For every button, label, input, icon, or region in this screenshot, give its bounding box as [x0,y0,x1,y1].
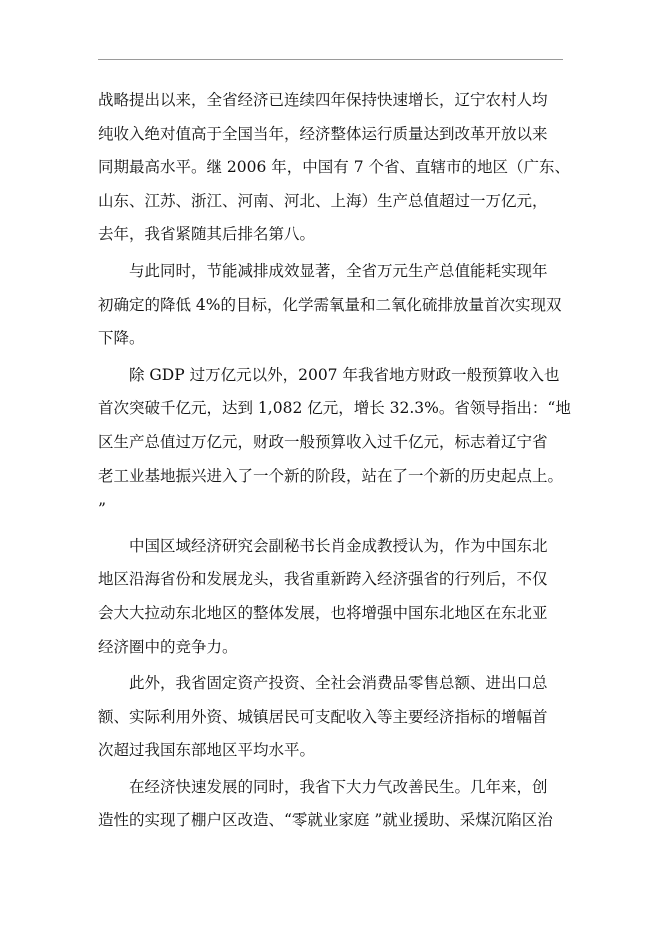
paragraph-1 [98,84,571,252]
text-line: 除 GDP 过万亿元以外，2007 年我省地方财政一般预算收入也 [129,365,560,384]
text-line: 区生产总值过万亿元，财政一般预算收入过千亿元，标志着辽宁省 [98,432,548,451]
text-line: 会大大拉动东北地区的整体发展，也将增强中国东北地区在东北亚 [98,603,548,622]
text-line: 同期最高水平。继 2006 年，中国有 7 个省、直辖市的地区（广东、 [98,158,571,177]
paragraph-4 [98,530,566,664]
text-line: 山东、江苏、浙江、河南、河北、上海）生产总值超过一万亿元， [98,191,548,210]
text-line: 与此同时，节能减排成效显著，全省万元生产总值能耗实现年 [129,261,548,280]
text-line: 初确定的降低 4%的目标，化学需氧量和二氧化硫排放量首次实现双 [98,295,562,314]
paragraph-6 [98,771,566,838]
text-line: 老工业基地振兴进入了一个新的阶段，站在了一个新的历史起点上。 [98,466,564,485]
text-line: 造性的实现了棚户区改造、“零就业家庭 ”就业援助、采煤沉陷区治 [98,811,553,830]
text-line: 去年，我省紧随其后排名第八。 [98,225,316,244]
text-line: 纯收入绝对值高于全国当年，经济整体运行质量达到改革开放以来 [98,124,548,143]
paragraph-3 [98,359,571,527]
text-line: 额、实际利用外资、城镇居民可支配收入等主要经济指标的增幅首 [98,707,548,726]
text-line: 此外，我省固定资产投资、全社会消费品零售总额、进出口总 [129,674,548,693]
text-line: 战略提出以来，全省经济已连续四年保持快速增长，辽宁农村人均 [98,91,548,109]
text-line: 在经济快速发展的同时，我省下大力气改善民生。几年来，创 [129,777,548,796]
text-line: 次超过我国东部地区平均水平。 [98,741,316,760]
paragraph-2 [98,255,566,356]
text-line: 下降。 [98,329,145,348]
text-line: 地区沿海省份和发展龙头，我省重新跨入经济强省的行列后，不仅 [98,570,548,589]
paragraph-5 [98,667,566,768]
text-line: 经济圈中的竞争力。 [98,637,238,656]
header-rule [98,59,563,60]
text-line: 中国区域经济研究会副秘书长肖金成教授认为，作为中国东北 [129,536,548,555]
text-line: 首次突破千亿元，达到 1,082 亿元，增长 32.3%。省领导指出：“地 [98,399,571,418]
text-line: ” [98,500,106,519]
body-text [98,84,571,838]
